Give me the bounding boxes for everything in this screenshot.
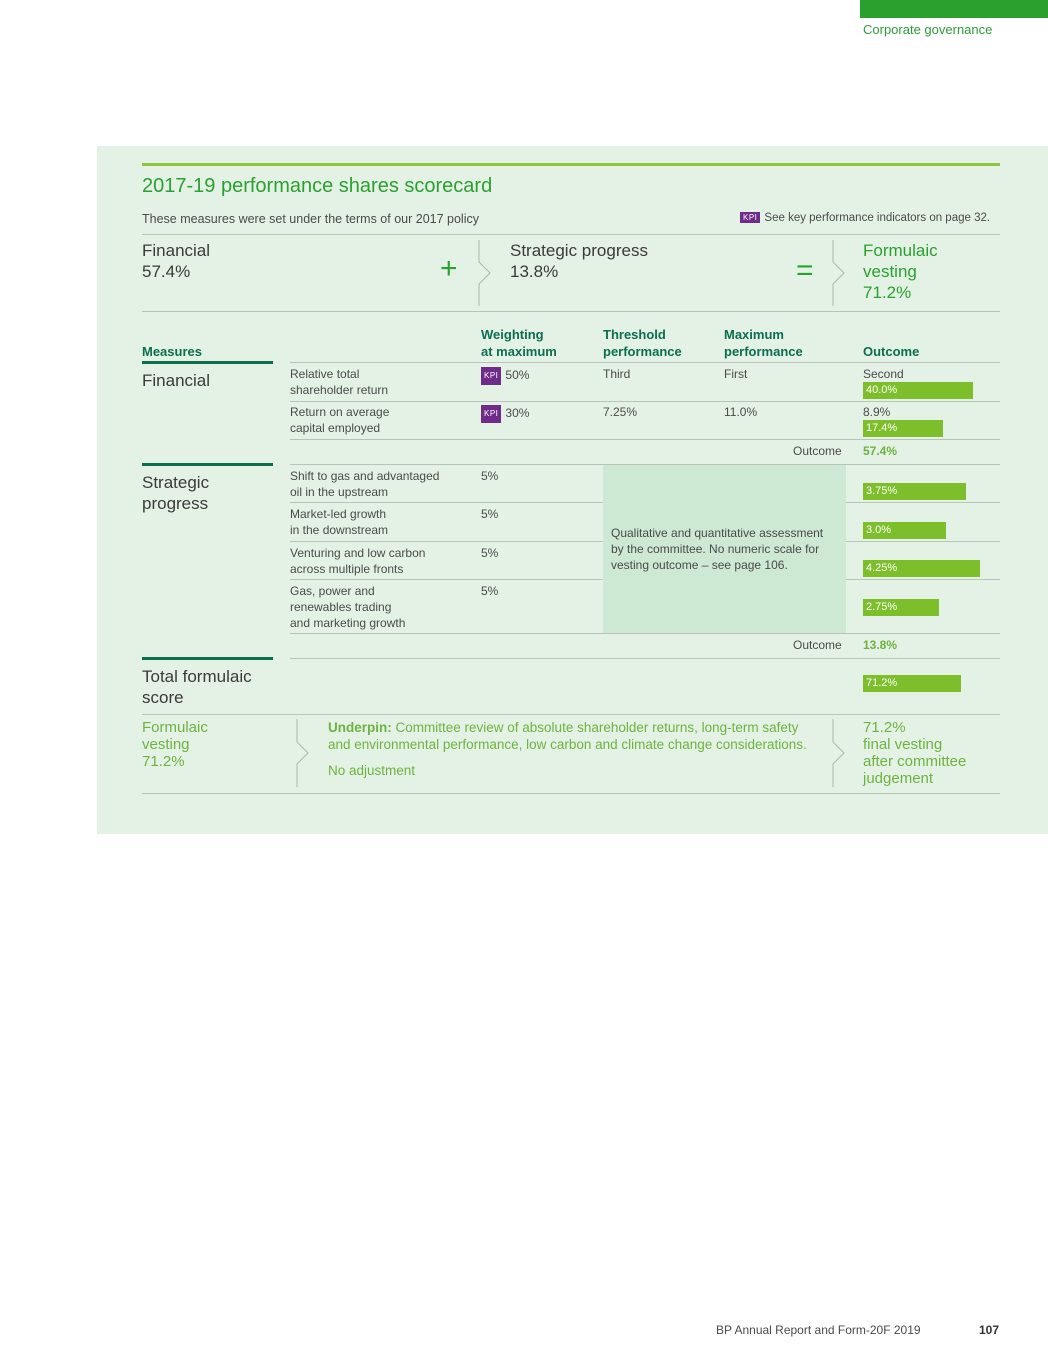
footer-report: BP Annual Report and Form-20F 2019: [716, 1323, 921, 1337]
section-label: Corporate governance: [863, 22, 993, 37]
title-rule: [142, 163, 1000, 166]
section-rule: [142, 361, 273, 364]
rule: [290, 633, 1000, 634]
financial-label: Financial: [142, 371, 211, 390]
financial-row-maximum: First: [724, 367, 748, 381]
rule: [142, 793, 1000, 794]
qualitative-text-3: vesting outcome – see page 106.: [611, 558, 788, 572]
header-accent-bar: [860, 0, 1048, 18]
qualitative-text-2: by the committee. No numeric scale for: [611, 542, 820, 556]
rule: [142, 714, 1000, 715]
qualitative-text-1: Qualitative and quantitative assessment: [611, 526, 824, 540]
rule: [846, 579, 1000, 580]
rule: [142, 311, 1000, 312]
kpi-badge: KPI: [740, 212, 760, 223]
rule: [846, 502, 1000, 503]
financial-row-threshold: 7.25%: [603, 405, 638, 419]
strategic-row-measure-3: and marketing growth: [290, 616, 406, 630]
rule: [290, 579, 603, 580]
final-right-3: after committee: [863, 753, 967, 770]
chevron-right-icon: [832, 719, 846, 787]
no-adjustment: No adjustment: [328, 763, 416, 778]
outcome-bar: 3.75%: [863, 483, 966, 500]
summary-formulaic-value: 71.2%: [863, 283, 912, 302]
summary-formulaic-line1: Formulaic: [863, 241, 938, 260]
financial-row-measure-2: capital employed: [290, 421, 381, 435]
total-label-1: Total formulaic: [142, 667, 252, 686]
rule: [290, 502, 603, 503]
summary-strategic-value: 13.8%: [510, 262, 559, 281]
summary-strategic-label: Strategic progress: [510, 241, 648, 260]
total-label-2: score: [142, 688, 184, 707]
rule: [290, 658, 1000, 659]
col-weighting-2: at maximum: [481, 344, 557, 359]
strategic-row-measure-2: in the downstream: [290, 523, 389, 537]
strategic-outcome-label: Outcome: [793, 638, 842, 652]
outcome-bar: 4.25%: [863, 560, 980, 577]
scorecard-title: 2017-19 performance shares scorecard: [142, 175, 493, 197]
scorecard-subtitle: These measures were set under the terms of our 2017 policy: [142, 212, 479, 226]
summary-financial-value: 57.4%: [142, 262, 191, 281]
outcome-bar: 2.75%: [863, 599, 939, 616]
strategic-row-measure-2: oil in the upstream: [290, 485, 389, 499]
final-left-2: vesting: [142, 736, 190, 753]
col-maximum-2: performance: [724, 344, 803, 359]
equals-icon: =: [796, 254, 814, 287]
rule: [846, 541, 1000, 542]
financial-row-weight: [481, 367, 529, 385]
strategic-label-1: Strategic: [142, 473, 210, 492]
chevron-right-icon: [296, 719, 310, 787]
financial-row-result: Second: [863, 367, 904, 381]
rule: [290, 401, 1000, 402]
summary-formulaic-line2: vesting: [863, 262, 917, 281]
col-maximum-1: Maximum: [724, 327, 784, 342]
strategic-row-measure-1: Shift to gas and advantaged: [290, 469, 440, 483]
weight-value: 30%: [505, 406, 530, 420]
financial-row-maximum: 11.0%: [724, 405, 758, 419]
rule: [290, 541, 603, 542]
strategic-row-weight: 5%: [481, 584, 499, 598]
strategic-outcome-value: 13.8%: [863, 638, 898, 652]
page-number: 107: [979, 1323, 1000, 1337]
chevron-right-icon: [478, 240, 492, 306]
rule: [290, 362, 1000, 363]
financial-row-measure-1: Return on average: [290, 405, 390, 419]
summary-financial-label: Financial: [142, 241, 211, 260]
underpin-line-1: [328, 719, 798, 736]
col-threshold-1: Threshold: [603, 327, 666, 342]
plus-icon: +: [440, 252, 458, 285]
rule: [142, 234, 1000, 235]
final-right-2: final vesting: [863, 736, 943, 753]
strategic-row-measure-2: renewables trading: [290, 600, 392, 614]
col-weighting-1: Weighting: [481, 327, 544, 342]
strategic-row-weight: 5%: [481, 546, 499, 560]
final-left-1: Formulaic: [142, 719, 208, 736]
financial-row-measure-1: Relative total: [290, 367, 360, 381]
strategic-row-weight: 5%: [481, 507, 499, 521]
kpi-badge: KPI: [481, 367, 501, 385]
total-bar: 71.2%: [863, 675, 961, 692]
financial-row-measure-2: shareholder return: [290, 383, 389, 397]
financial-outcome-label: Outcome: [793, 444, 842, 458]
kpi-badge: KPI: [481, 405, 501, 423]
col-outcome: Outcome: [863, 344, 920, 359]
final-left-3: 71.2%: [142, 753, 185, 770]
financial-outcome-value: 57.4%: [863, 444, 898, 458]
strategic-label-2: progress: [142, 494, 209, 513]
final-right-4: judgement: [863, 770, 934, 787]
outcome-bar: 17.4%: [863, 420, 943, 437]
col-threshold-2: performance: [603, 344, 682, 359]
underpin-line-2: and environmental performance, low carbon and climate change considerations.: [328, 737, 807, 752]
outcome-bar: 40.0%: [863, 382, 973, 399]
financial-row-weight: [481, 405, 529, 423]
strategic-row-weight: 5%: [481, 469, 499, 483]
chevron-right-icon: [832, 240, 846, 306]
section-rule: [142, 463, 273, 466]
section-rule: [142, 657, 273, 660]
rule: [290, 439, 1000, 440]
financial-row-result: 8.9%: [863, 405, 891, 419]
final-right-1: 71.2%: [863, 719, 906, 736]
underpin-text: Committee review of absolute shareholder returns, long-term safety: [391, 720, 799, 735]
col-measures: Measures: [142, 344, 202, 359]
strategic-row-measure-1: Market-led growth: [290, 507, 387, 521]
strategic-row-measure-1: Venturing and low carbon: [290, 546, 426, 560]
strategic-row-measure-1: Gas, power and: [290, 584, 375, 598]
outcome-bar: 3.0%: [863, 522, 946, 539]
financial-row-threshold: Third: [603, 367, 631, 381]
kpi-note-text: See key performance indicators on page 32.: [764, 212, 991, 224]
strategic-row-measure-2: across multiple fronts: [290, 562, 404, 576]
weight-value: 50%: [505, 368, 530, 382]
underpin-label: Underpin:: [328, 720, 392, 735]
kpi-note: [740, 212, 990, 224]
